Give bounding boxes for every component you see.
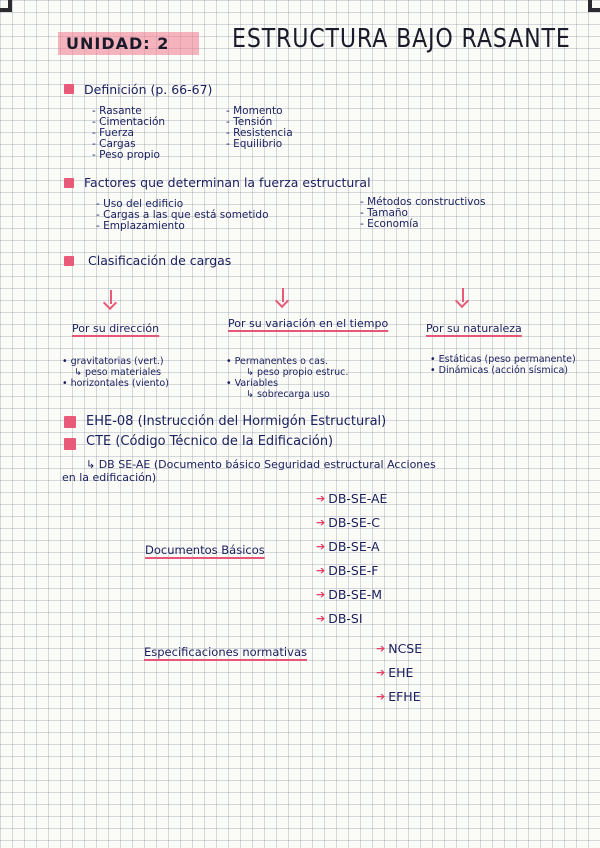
arrow-down-3 xyxy=(462,288,464,302)
arrow-right-icon: ➔ xyxy=(376,690,386,703)
doc-item-label: DB-SE-F xyxy=(328,563,379,578)
clasificacion-col-3-items xyxy=(430,354,580,376)
list-item: - Cargas xyxy=(92,138,136,150)
doc-item xyxy=(316,611,363,626)
arrow-right-icon: ➔ xyxy=(316,612,326,625)
list-item: - Cargas a las que está sometido xyxy=(96,209,269,221)
clasificacion-col-2-items xyxy=(226,356,348,400)
unit-label: UNIDAD: 2 xyxy=(58,32,199,55)
list-item: - Tamaño xyxy=(360,207,408,219)
section-bullet xyxy=(64,416,76,428)
list-item: • horizontales (viento) xyxy=(62,378,169,389)
definicion-list-2 xyxy=(226,106,293,150)
corner-mark-top-right xyxy=(588,0,600,12)
factores-heading: Factores que determinan la fuerza estructural xyxy=(84,175,371,190)
cte-sub-line-2: en la edificación) xyxy=(62,471,157,484)
clasificacion-col-1-title: Por su dirección xyxy=(72,322,160,335)
list-item: - Emplazamiento xyxy=(96,220,185,232)
factores-list-2 xyxy=(360,197,485,230)
doc-item-label: DB-SE-C xyxy=(328,515,381,530)
spec-item xyxy=(376,689,421,704)
col-2-title-text: Por su variación en el tiempo xyxy=(228,317,389,330)
cte-line: CTE (Código Técnico de la Edificación) xyxy=(86,434,334,449)
list-item: - Cimentación xyxy=(92,116,166,128)
list-item: - Equilibrio xyxy=(226,138,283,150)
section-bullet xyxy=(64,178,74,188)
doc-item xyxy=(316,539,380,554)
arrow-down-1 xyxy=(110,290,112,304)
doc-item-label: DB-SE-A xyxy=(328,539,380,554)
documentos-label: Documentos Básicos xyxy=(145,543,265,557)
especificaciones-label: Especificaciones normativas xyxy=(144,645,307,659)
spec-item xyxy=(376,665,413,680)
arrow-right-icon: ➔ xyxy=(316,492,326,505)
spec-item-label: NCSE xyxy=(388,641,423,656)
clasificacion-heading: Clasificación de cargas xyxy=(88,253,232,268)
list-item: - Momento xyxy=(226,105,283,117)
doc-item xyxy=(316,563,378,578)
list-item: - Economía xyxy=(360,218,419,230)
spec-item-label: EFHE xyxy=(388,689,421,704)
list-item: - Fuerza xyxy=(92,127,134,139)
list-item: ↳ peso propio estruc. xyxy=(246,367,349,378)
doc-item-label: DB-SE-AE xyxy=(328,491,388,506)
section-bullet xyxy=(64,84,74,94)
definicion-heading: Definición (p. 66-67) xyxy=(84,82,213,97)
list-item: - Tensión xyxy=(226,116,273,128)
ehe-line: EHE-08 (Instrucción del Hormigón Estructural) xyxy=(86,414,387,429)
definicion-list-1 xyxy=(92,106,165,161)
arrow-right-icon: ➔ xyxy=(316,588,326,601)
list-item: ↳ peso materiales xyxy=(74,367,162,378)
arrow-right-icon: ➔ xyxy=(316,516,326,529)
list-item: • Estáticas (peso permanente) xyxy=(430,354,576,365)
arrow-right-icon: ➔ xyxy=(316,564,326,577)
section-bullet xyxy=(64,438,76,450)
list-item: - Uso del edificio xyxy=(96,198,184,210)
list-item: - Resistencia xyxy=(226,127,293,139)
list-item: - Peso propio xyxy=(92,149,160,161)
list-item: • Dinámicas (acción sísmica) xyxy=(430,365,568,376)
arrow-right-icon: ➔ xyxy=(316,540,326,553)
doc-item xyxy=(316,515,380,530)
clasificacion-col-1-items xyxy=(62,356,169,389)
arrow-right-icon: ➔ xyxy=(376,642,386,655)
factores-list-1 xyxy=(96,199,269,232)
doc-item-label: DB-SI xyxy=(328,611,363,626)
arrow-down-2 xyxy=(282,288,284,302)
list-item: • gravitatorias (vert.) xyxy=(62,356,164,367)
arrow-right-icon: ➔ xyxy=(376,666,386,679)
doc-item-label: DB-SE-M xyxy=(328,587,383,602)
page-title: ESTRUCTURA BAJO RASANTE xyxy=(232,24,571,54)
clasificacion-col-2-title xyxy=(228,318,398,330)
spec-item xyxy=(376,641,422,656)
clasificacion-col-3-title: Por su naturaleza xyxy=(426,322,522,335)
list-item: ↳ sobrecarga uso xyxy=(246,389,330,400)
list-item: - Métodos constructivos xyxy=(360,196,486,208)
list-item: • Permanentes o cas. xyxy=(226,356,328,367)
cte-sub-line-1: ↳ DB SE-AE (Documento básico Seguridad estructural Acciones xyxy=(86,458,436,471)
list-item: - Rasante xyxy=(92,105,142,117)
spec-item-label: EHE xyxy=(388,665,414,680)
corner-mark-top-left xyxy=(0,0,12,12)
section-bullet xyxy=(64,256,74,266)
list-item: • Variables xyxy=(226,378,279,389)
doc-item xyxy=(316,491,387,506)
doc-item xyxy=(316,587,382,602)
